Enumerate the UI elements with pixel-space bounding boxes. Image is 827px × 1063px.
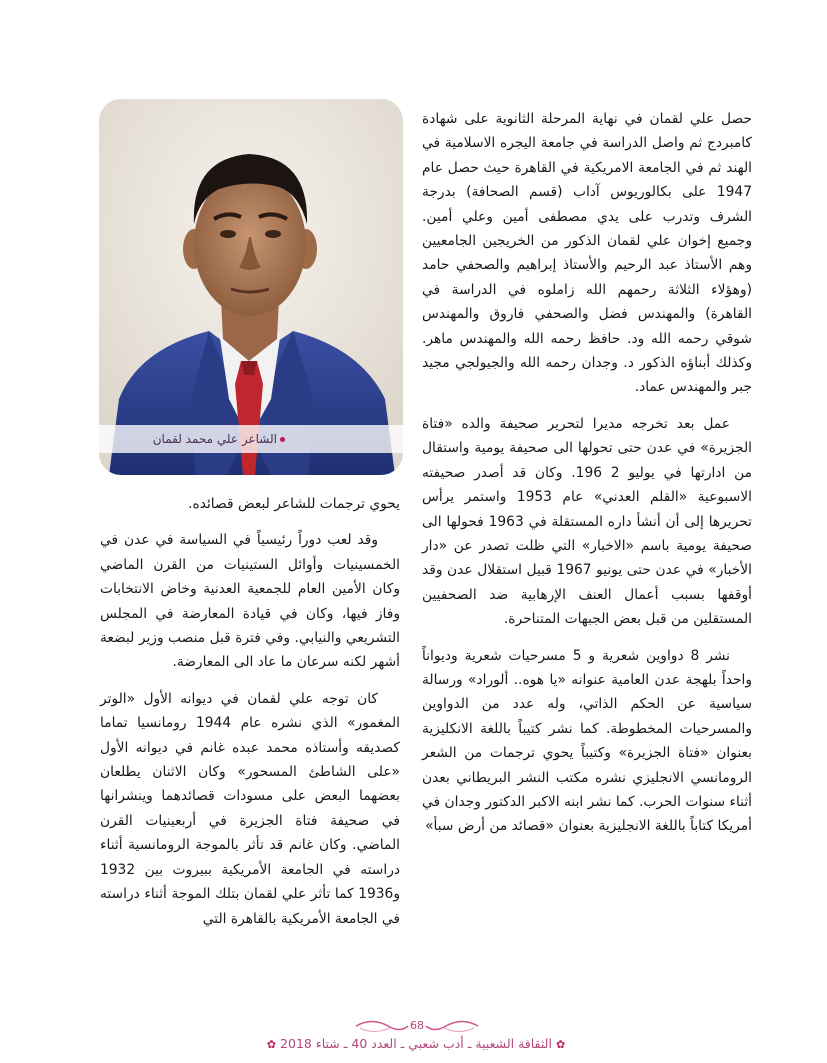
paragraph-politics: وقد لعب دوراً رئيسياً في السياسة في عدن في الخمسينيات وأوائل الستينيات من القرن الماضي وكان الأمين العام للجمعية العدنية وخاض الانتخابات وفاز فيها، وكان في قيادة المعارضة في المجلس التشريعي والنيابي. وفي فترة قبل منصب وزير لبضعة أشهر لكنه سرعان ما عاد الى المعارضة. — [100, 532, 400, 671]
photo-caption — [99, 425, 403, 453]
paragraph-translations: يحوي ترجمات للشاعر لبعض قصائده. — [188, 496, 400, 512]
left-text-column — [100, 492, 400, 931]
photo-caption-text: الشاعر علي محمد لقمان — [152, 432, 277, 446]
flower-icon: ✿ — [266, 1038, 277, 1051]
portrait-illustration — [99, 99, 403, 475]
footer-text: الثقافة الشعبية ـ أدب شعبي ـ العدد 40 ـ شتاء 2018 — [280, 1036, 552, 1051]
caption-bullet-icon — [280, 437, 285, 442]
flower-icon: ✿ — [555, 1038, 566, 1051]
paragraph-education: حصل علي لقمان في نهاية المرحلة الثانوية على شهادة كامبردج ثم واصل الدراسة في جامعة اليجره الاسلامية في الهند ثم في الجامعة الامريكية في القاهرة حيث حصل عام 1947 على بكالوريوس آداب (قسم الصحافة) بدرجة الشرف وتدرب على يدي مصطفى أمين وعلي أمين. وجميع إخوان علي لقمان الذكور من الخريجين الجامعيين وهم الأستاذ عبد الرحيم والأستاذ إبراهيم والصحفي حامد (وهؤلاء الثلاثة رحمهم الله زاملوه في الدراسة في القاهرة) والمهندس فضل والصحفي فاروق والمهندس شوقي رحمه الله ود. حافظ رحمه الله والمهندس ماهر. وكذلك أبناؤه الذكور د. وجدان رحمه الله والجيولجي مجيد جبر والمهندس عماد. — [422, 111, 752, 396]
paragraph-career: عمل بعد تخرجه مديرا لتحرير صحيفة والده «فتاة الجزيرة» في عدن حتى تحولها الى صحيفة يومية واستقال من ادارتها في يوليو 2 196. وكان قد أصدر صحيفته الاسبوعية «القلم العدني» عام 1953 واستمر يرأس تحريرها إلى أن أنشأ داره المستقلة في 1963 فحولها الى صحيفة يومية باسم «الاخبار» التي ظلت تصدر عن «دار الأخبار» في عدن حتى يونيو 1967 قبيل استقلال عدن وقد أوقفها بسبب أعمال العنف الإرهابية ضد الصحفيين المستقلين من قبل بعض الجبهات المتناحرة. — [422, 415, 752, 628]
paragraph-romanticism: كان توجه علي لقمان في ديوانه الأول «الوتر المغمور» الذي نشره عام 1944 رومانسيا تماما كصديقه وأستاذه محمد عبده غانم في ديوانه الأول «على الشاطئ المسحور» وكان الاثنان يطلعان بعضهما البعض على مسودات قصائدهما وينشرانها في صحيفة فتاة الجزيرة في أربعينيات القرن الماضي. وكان غانم قد تأثر بالموجة الرومانسية أثناء دراسته في الجامعة الأمريكية ببيروت بين 1932 و1936 كما تأثر علي لقمان بتلك الموجة أثناء دراسته في الجامعة الأمريكية بالقاهرة التي — [100, 690, 400, 927]
page-number: 68 — [410, 1019, 424, 1032]
right-text-column — [422, 107, 752, 839]
paragraph-publications: نشر 8 دواوين شعرية و 5 مسرحيات شعرية وديواناً واحداً بلهجة عدن العامية عنوانه «يا هوه.. ألوراد» ورسالة سياسية عن الحكم الذاتي، وله عدد من الدواوين والمسرحيات المخطوطة. كما نشر كتيباً باللغة الانكليزية بعنوان «فتاة الجزيرة» وكتيباً يحوي ترجمات من الشعر الرومانسي الانجليزي نشره مكتب النشر البريطاني بعدن أثناء سنوات الحرب. كما نشر ابنه الاكبر الدكتور وجدان في أمريكا كتاباً باللغة الانجليزية بعنوان «قصائد من أرض سبأ» — [422, 647, 752, 835]
poet-portrait-photo — [99, 99, 403, 475]
footer-publication-line — [196, 1036, 636, 1051]
